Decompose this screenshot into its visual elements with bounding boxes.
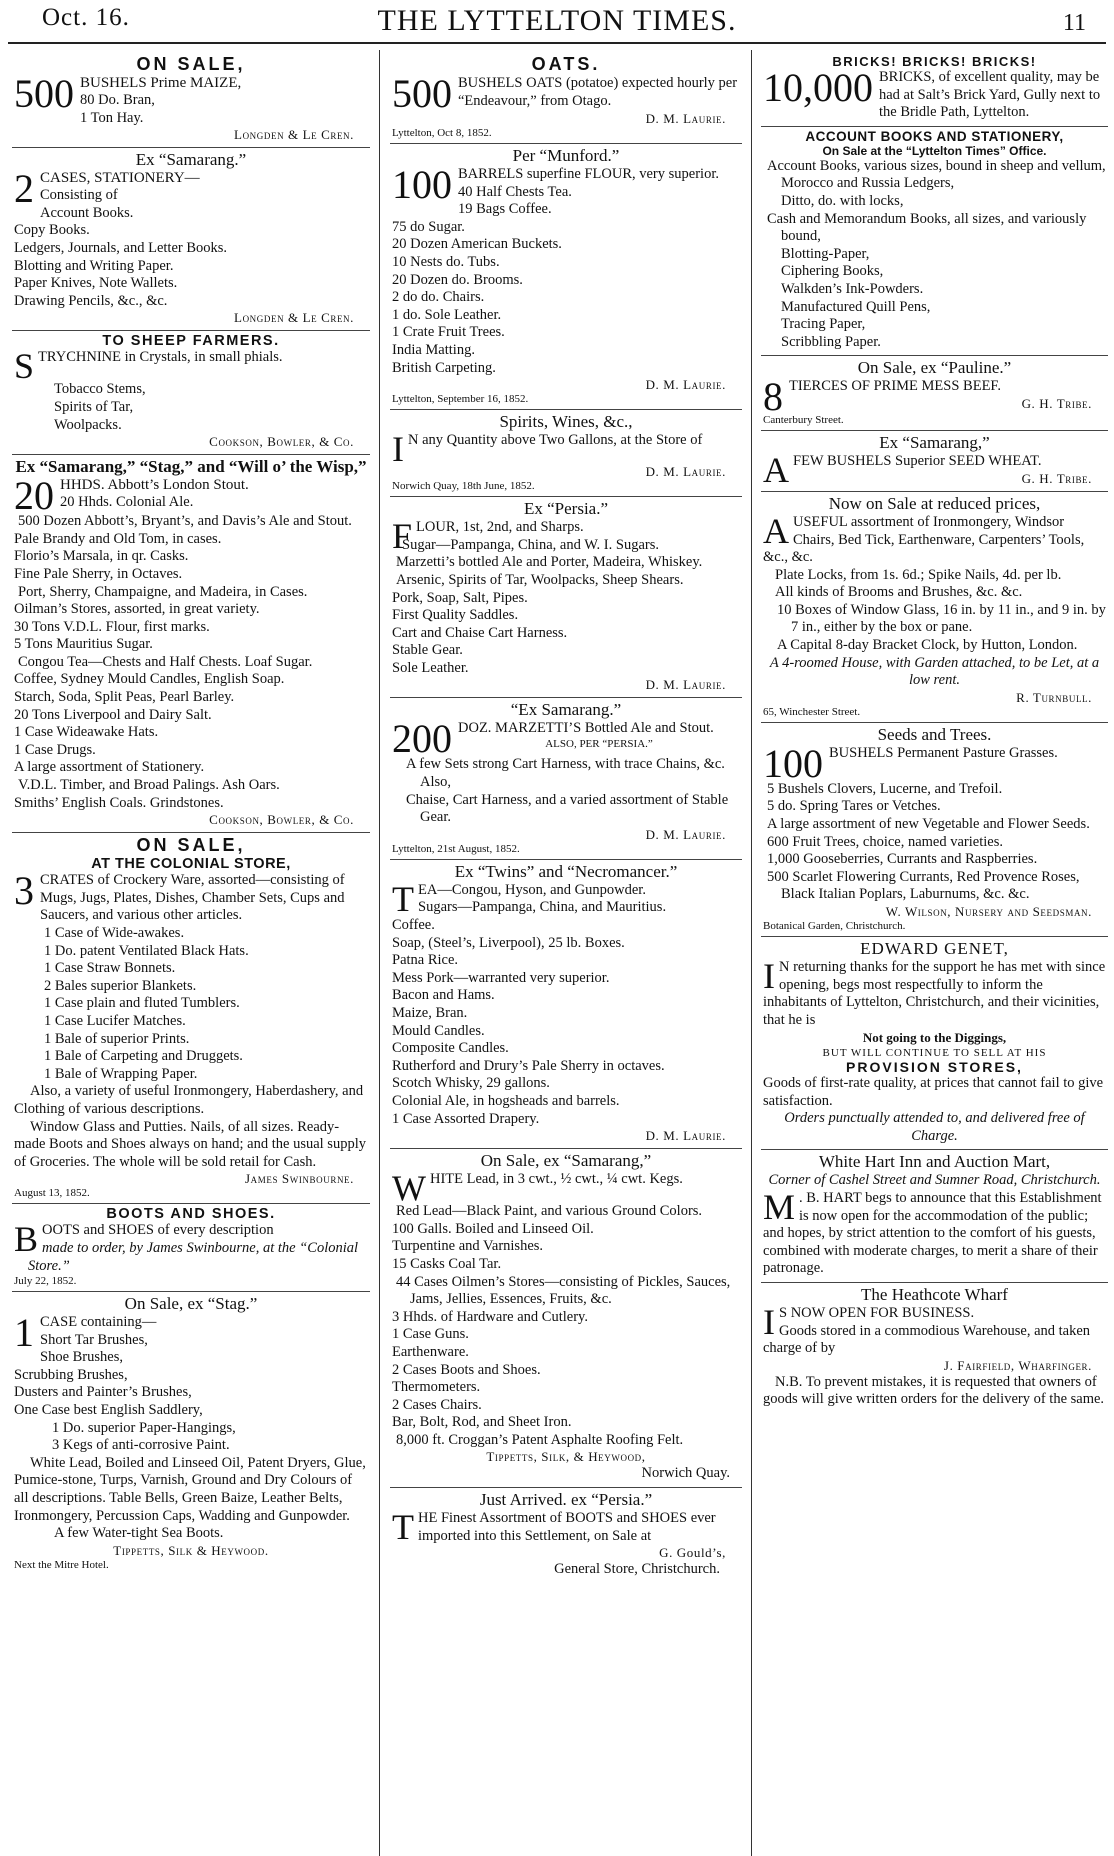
- ad-line: A few Sets strong Cart Harness, with trace Chains, &c. Also,: [406, 756, 725, 791]
- ad-line: 1 Case Assorted Drapery.: [392, 1110, 540, 1127]
- ad-line: 1 Do. superior Paper-Hangings,: [52, 1419, 236, 1436]
- ad-marzetti: [390, 698, 742, 859]
- ad-line: Congou Tea—Chests and Half Chests. Loaf Sugar.: [18, 653, 313, 670]
- ad-first-line: CRATES of Crockery Ware, assorted—consisting of Mugs, Jugs, Plates, Dishes, Chamber Sets, Cups and Saucers, and various other articles.: [40, 872, 345, 924]
- ad-line: 500 Dozen Abbott’s, Bryant’s, and Davis’s Ale and Stout.: [18, 513, 352, 530]
- ad-line: India Matting.: [392, 341, 475, 358]
- column-1: [12, 52, 370, 1856]
- ad-line: 1 Case Straw Bonnets.: [44, 960, 176, 977]
- ad-line: Paper Knives, Note Wallets.: [14, 275, 178, 292]
- ad-line: 1 Case plain and fluted Tumblers.: [44, 995, 240, 1012]
- ad-line: Florio’s Marsala, in qr. Casks.: [14, 548, 189, 565]
- drop-cap: W: [392, 1168, 426, 1209]
- ad-line: Shoe Brushes,: [40, 1349, 123, 1366]
- ad-seeds-trees: [761, 723, 1108, 937]
- ad-first-line: BARRELS superfine FLOUR, very superior.: [458, 166, 719, 182]
- ad-maize: [12, 52, 370, 148]
- ad-line: Plate Locks, from 1s. 6d.; Spike Nails, 4d. per lb.: [775, 566, 1062, 583]
- ad-line: 2 Cases Chairs.: [392, 1396, 482, 1413]
- ad-line: Soap, (Steel’s, Liverpool), 25 lb. Boxes.: [392, 934, 625, 951]
- ad-also: ALSO, PER “PERSIA.”: [545, 738, 653, 751]
- ad-first-line: BUSHELS OATS (potatoe) expected hourly per “Endeavour,” from Otago.: [458, 75, 738, 109]
- ad-line: 10 Nests do. Tubs.: [392, 253, 500, 270]
- ad-line: A few Water-tight Sea Boots.: [54, 1525, 224, 1542]
- ad-line: Mould Candles.: [392, 1022, 485, 1039]
- ad-boots-shoes: [12, 1204, 370, 1292]
- ad-line: 15 Casks Coal Tar.: [392, 1255, 502, 1272]
- ad-line: BUT WILL CONTINUE TO SELL AT HIS: [822, 1046, 1047, 1059]
- ad-heading: Ex “Persia.”: [523, 499, 609, 519]
- drop-cap: T: [392, 878, 414, 919]
- ad-line: Consisting of: [40, 187, 118, 204]
- ad-heading: Ex “Samarang,” “Stag,” and “Will o’ the Wisp,”: [15, 457, 367, 477]
- ad-subheading: On Sale at the “Lyttelton Times” Office.: [822, 143, 1047, 158]
- ad-number: 2: [14, 166, 34, 212]
- ad-line: A large assortment of Stationery.: [14, 759, 205, 776]
- ad-line: 20 Tons Liverpool and Dairy Salt.: [14, 706, 212, 723]
- column-2: [390, 52, 742, 1856]
- ad-number: 10,000: [763, 65, 873, 110]
- ad-line: 1 Case Lucifer Matches.: [44, 1012, 186, 1029]
- ad-line: 100 Galls. Boiled and Linseed Oil.: [392, 1220, 594, 1237]
- ad-heading: Ex “Twins” and “Necromancer.”: [454, 861, 678, 881]
- ad-seed-wheat: [761, 431, 1108, 492]
- ad-line: Not going to the Diggings,: [862, 1030, 1007, 1046]
- drop-cap: S: [14, 346, 35, 387]
- ad-line: 1 Case of Wide-awakes.: [44, 925, 185, 941]
- ad-heading: Per “Munford.”: [512, 146, 620, 165]
- ad-line: 500 Scarlet Flowering Currants, Red Provence Roses, Black Italian Poplars, Laburnums, &c. &c.: [767, 868, 1080, 903]
- ad-line: Short Tar Brushes,: [40, 1331, 148, 1348]
- ad-heathcote-wharf: [761, 1283, 1108, 1413]
- ad-subheading: Corner of Cashel Street and Sumner Road, Christchurch.: [768, 1172, 1101, 1189]
- ad-line: 1 Ton Hay.: [80, 109, 144, 126]
- ad-date: Norwich Quay, 18th June, 1852.: [392, 480, 535, 493]
- ad-line: 10 Boxes of Window Glass, 16 in. by 11 in., and 9 in. by 7 in., either by the box or pane.: [777, 601, 1106, 636]
- ad-spirits-wines: [390, 410, 742, 497]
- column-rule: [751, 50, 752, 1856]
- ad-line: Scribbling Paper.: [781, 333, 881, 350]
- ad-number: 1: [14, 1310, 34, 1356]
- ad-line: BUSHELS Prime MAIZE,: [80, 75, 242, 91]
- ad-signature: Cookson, Bowler, & Co.: [209, 812, 354, 828]
- ad-munford: [390, 144, 742, 410]
- ad-heading: BOOTS AND SHOES.: [106, 1206, 276, 1223]
- ad-line: A large assortment of new Vegetable and Flower Seeds.: [767, 816, 1090, 833]
- ad-line: Bacon and Hams.: [392, 987, 495, 1004]
- ad-heading: BRICKS! BRICKS! BRICKS!: [832, 54, 1037, 69]
- ad-line: 40 Half Chests Tea.: [458, 183, 572, 200]
- ad-line: A Capital 8-day Bracket Clock, by Hutton, London.: [777, 637, 1078, 654]
- ad-line: 3 Kegs of anti-corrosive Paint.: [52, 1437, 230, 1454]
- ad-line: Bar, Bolt, Rod, and Sheet Iron.: [392, 1414, 572, 1431]
- ad-line: Rutherford and Drury’s Pale Sherry in octaves.: [392, 1057, 665, 1074]
- ad-signature: Tippetts, Silk, & Heywood,: [486, 1449, 646, 1465]
- ad-line: 20 Hhds. Colonial Ale.: [60, 494, 194, 511]
- ad-line: 5 Bushels Clovers, Lucerne, and Trefoil.: [767, 780, 1003, 797]
- ad-line: 5 Tons Mauritius Sugar.: [14, 636, 153, 653]
- ad-line: Composite Candles.: [392, 1040, 509, 1057]
- ad-signature: D. M. Laurie.: [645, 826, 726, 842]
- ad-number: 100: [763, 740, 823, 786]
- ad-line: Drawing Pencils, &c., &c.: [14, 292, 168, 309]
- drop-cap: B: [14, 1219, 39, 1260]
- ad-line: Ciphering Books,: [781, 263, 884, 280]
- column-rule: [379, 50, 380, 1856]
- ad-line: 1 Case Guns.: [392, 1326, 469, 1343]
- ad-line: 30 Tons V.D.L. Flour, first marks.: [14, 618, 210, 635]
- ad-first-line: TRYCHNINE in Crystals, in small phials.: [38, 349, 283, 366]
- ad-heading: On Sale, ex “Samarang,”: [480, 1151, 652, 1171]
- ad-line: Port, Sherry, Champaigne, and Madeira, in Cases.: [18, 583, 308, 600]
- ad-signature: W. Wilson, Nursery and Seedsman.: [885, 904, 1092, 919]
- ad-first-line: HE Finest Assortment of BOOTS and SHOES ever imported into this Settlement, on Sale at: [418, 1510, 716, 1544]
- ad-date: Lyttelton, 21st August, 1852.: [392, 842, 520, 855]
- ad-line: Fine Pale Sherry, in Octaves.: [14, 565, 183, 582]
- drop-cap: F: [392, 516, 413, 557]
- ad-signature: D. M. Laurie.: [645, 464, 726, 480]
- ad-line: 2 Cases Boots and Shoes.: [392, 1361, 541, 1378]
- ad-signature: D. M. Laurie.: [645, 1128, 726, 1144]
- ad-heading: Seeds and Trees.: [877, 724, 992, 744]
- ad-account-books: [761, 127, 1108, 357]
- ad-line: 1 do. Sole Leather.: [392, 306, 502, 323]
- ad-line: Goods stored in a commodious Warehouse, and taken charge of by: [763, 1322, 1091, 1357]
- ad-line: Blotting and Writing Paper.: [14, 257, 174, 274]
- ad-heading: Spirits, Wines, &c.,: [499, 412, 633, 432]
- ad-heading: ON SALE,: [136, 835, 246, 856]
- ad-line: 1 Case Wideawake Hats.: [14, 724, 159, 741]
- ad-number: 500: [14, 71, 74, 116]
- ad-line: Sugar—Pampanga, China, and W. I. Sugars.: [402, 536, 659, 553]
- ad-heading: On Sale, ex “Pauline.”: [857, 358, 1012, 378]
- ad-line: Sugars—Pampanga, China, and Mauritius.: [418, 899, 667, 916]
- ad-subheading: AT THE COLONIAL STORE,: [91, 856, 291, 873]
- ad-stout: [12, 455, 370, 833]
- ad-line: Ledgers, Journals, and Letter Books.: [14, 239, 228, 256]
- ad-signature-address: Norwich Quay.: [641, 1465, 730, 1482]
- ad-paragraph: Also, a variety of useful Ironmongery, Haberdashery, and Clothing of various descriptions.: [14, 1083, 364, 1117]
- ad-date: Next the Mitre Hotel.: [14, 1558, 109, 1571]
- ad-first-line: FEW BUSHELS Superior SEED WHEAT.: [793, 453, 1042, 470]
- ad-line: Tracing Paper,: [781, 316, 866, 333]
- ad-line: First Quality Saddles.: [392, 607, 519, 624]
- ad-white-hart-inn: [761, 1150, 1108, 1283]
- ad-line: Sole Leather.: [392, 659, 469, 676]
- ad-number: 8: [763, 374, 783, 420]
- ad-first-line: S NOW OPEN FOR BUSINESS.: [779, 1304, 975, 1321]
- ad-line: Account Books.: [40, 204, 134, 221]
- ad-line: 1,000 Gooseberries, Currants and Raspberries.: [767, 851, 1038, 868]
- ad-date: July 22, 1852.: [14, 1275, 77, 1288]
- ad-line: 2 Bales superior Blankets.: [44, 977, 197, 994]
- ad-date: Botanical Garden, Christchurch.: [763, 920, 906, 932]
- issue-date: Oct. 16.: [42, 4, 130, 31]
- ad-first-line: OOTS and SHOES of every description: [42, 1222, 274, 1239]
- ad-line: Ditto, do. with locks,: [781, 192, 904, 209]
- ad-line: Starch, Soda, Split Peas, Pearl Barley.: [14, 689, 235, 706]
- ad-line: 1 Case Drugs.: [14, 741, 96, 758]
- ad-line: Coffee, Sydney Mould Candles, English Soap.: [14, 671, 285, 688]
- ad-signature: G. H. Tribe.: [1021, 395, 1092, 411]
- ad-signature: G. Gould’s,: [659, 1545, 726, 1561]
- ad-line: Woolpacks.: [54, 416, 122, 433]
- ad-line: 2 do do. Chairs.: [392, 289, 485, 306]
- ad-line: Earthenware.: [392, 1343, 469, 1360]
- ad-line: Colonial Ale, in hogsheads and barrels.: [392, 1092, 620, 1109]
- ad-line: Cash and Memorandum Books, all sizes, and variously bound,: [767, 210, 1087, 245]
- ad-line: Blotting-Paper,: [781, 245, 870, 262]
- ad-line: 20 Dozen American Buckets.: [392, 236, 562, 253]
- ad-line: Pale Brandy and Old Tom, in cases.: [14, 530, 222, 547]
- ad-line: One Case best English Saddlery,: [14, 1402, 203, 1419]
- page-number: 11: [1062, 10, 1086, 36]
- ad-first-line: TIERCES OF PRIME MESS BEEF.: [789, 378, 1001, 395]
- drop-cap: I: [392, 429, 404, 470]
- ad-line: Scrubbing Brushes,: [14, 1366, 128, 1383]
- drop-cap: M: [763, 1186, 796, 1227]
- ad-first-line: EA—Congou, Hyson, and Gunpowder.: [418, 881, 646, 898]
- ad-line: 80 Do. Bran,: [80, 92, 155, 108]
- ad-line: Oilman’s Stores, assorted, in great variety.: [14, 601, 260, 618]
- drop-cap: A: [763, 510, 789, 551]
- ad-signature: Longden & Le Cren.: [234, 310, 354, 326]
- ad-number: 500: [392, 71, 452, 116]
- ad-paragraph: Window Glass and Putties. Nails, of all sizes. Ready-made Boots and Shoes always on hand; and the usual supply of Groceries. The whole will be sold retail for Cash.: [14, 1118, 366, 1170]
- newspaper-title: THE LYTTELTON TIMES.: [377, 4, 737, 37]
- ad-sheep-farmers: [12, 331, 370, 455]
- ad-oats: [390, 52, 742, 144]
- ad-date: Canterbury Street.: [763, 414, 844, 427]
- ad-signature: Longden & Le Cren.: [234, 127, 354, 143]
- ad-heading: On Sale, ex “Stag.”: [124, 1294, 258, 1314]
- drop-cap: T: [392, 1507, 414, 1548]
- ad-heading: Ex “Samarang.”: [135, 150, 247, 170]
- ad-number: 20: [14, 473, 54, 519]
- ad-heading: “Ex Samarang.”: [510, 700, 622, 720]
- ad-line: Copy Books.: [14, 222, 90, 239]
- ad-stationery: [12, 148, 370, 331]
- ad-line: Chaise, Cart Harness, and a varied assortment of Stable Gear.: [406, 791, 729, 826]
- ad-date: August 13, 1852.: [14, 1187, 90, 1200]
- drop-cap: A: [763, 450, 789, 491]
- ad-line: Tobacco Stems,: [54, 381, 146, 398]
- ad-date: 65, Winchester Street.: [763, 705, 861, 718]
- ad-signature: D. M. Laurie.: [645, 111, 726, 126]
- ad-reduced-prices: [761, 492, 1108, 723]
- ad-heading: ON SALE,: [136, 54, 246, 74]
- ad-signature: Tippetts, Silk & Heywood.: [113, 1542, 269, 1558]
- ad-line: Smiths’ English Coals. Grindstones.: [14, 794, 224, 811]
- ad-line: 20 Dozen do. Brooms.: [392, 271, 523, 288]
- ad-line: British Carpeting.: [392, 359, 496, 376]
- ad-line: Maize, Bran.: [392, 1005, 468, 1021]
- ad-line: 19 Bags Coffee.: [458, 201, 552, 218]
- ad-first-line: LOUR, 1st, 2nd, and Sharps.: [416, 519, 584, 536]
- ad-number: 200: [392, 716, 452, 762]
- ad-line: Mess Pork—warranted very superior.: [392, 969, 610, 986]
- ad-ex-persia: [390, 497, 742, 698]
- ad-paragraph: Goods of first-rate quality, at prices that cannot fail to give satisfaction.: [763, 1074, 1104, 1109]
- ad-line: Dusters and Painter’s Brushes,: [14, 1384, 192, 1401]
- ad-first-line: CASES, STATIONERY—: [40, 170, 200, 187]
- ad-twins-necromancer: [390, 860, 742, 1149]
- ad-line: 44 Cases Oilmen’s Stores—consisting of Pickles, Sauces, Jams, Jellies, Essences, Fruits, &c.: [396, 1273, 731, 1308]
- ad-line: Pork, Soap, Salt, Pipes.: [392, 589, 528, 606]
- ad-number: 100: [392, 162, 452, 207]
- ad-signature: D. M. Laurie.: [645, 377, 726, 393]
- ad-line: Morocco and Russia Ledgers,: [781, 175, 955, 192]
- ad-line: All kinds of Brooms and Brushes, &c. &c.: [775, 584, 1023, 601]
- ad-bricks: [761, 52, 1108, 127]
- ad-line: Walkden’s Ink-Powders.: [781, 280, 924, 297]
- ad-first-line: HHDS. Abbott’s London Stout.: [60, 477, 249, 494]
- ad-heading: OATS.: [531, 54, 601, 74]
- column-3: [761, 52, 1108, 1856]
- ad-first-line: BRICKS, of excellent quality, may be had at Salt’s Brick Yard, Gully next to the Bridle Path, Lyttelton.: [879, 69, 1101, 121]
- ad-heading: TO SHEEP FARMERS.: [102, 333, 280, 350]
- ad-first-line: N any Quantity above Two Gallons, at the Store of: [408, 432, 703, 449]
- ad-line: Scotch Whisky, 29 gallons.: [392, 1075, 550, 1092]
- ad-line: Account Books, various sizes, bound in sheep and vellum,: [767, 157, 1106, 174]
- ad-number: 3: [14, 868, 34, 914]
- ad-edward-genet: [761, 937, 1108, 1150]
- ad-signature: James Swinbourne.: [245, 1171, 354, 1187]
- ad-line: made to order, by James Swinbourne, at the “Colonial Store.”: [28, 1239, 359, 1274]
- ad-line: Red Lead—Black Paint, and various Ground Colors.: [396, 1203, 703, 1220]
- ad-line: V.D.L. Timber, and Broad Palings. Ash Oars.: [18, 777, 280, 794]
- ad-heading: ACCOUNT BOOKS AND STATIONERY,: [805, 128, 1064, 144]
- ad-heading: The Heathcote Wharf: [861, 1284, 1008, 1304]
- ad-signature-address: General Store, Christchurch.: [554, 1561, 720, 1578]
- ad-first-line: BUSHELS Permanent Pasture Grasses.: [829, 744, 1058, 761]
- ad-signature: Cookson, Bowler, & Co.: [209, 434, 354, 450]
- ad-ex-stag: [12, 1292, 370, 1575]
- ad-line: 1 Do. patent Ventilated Black Hats.: [44, 942, 249, 959]
- ad-line: Coffee.: [392, 917, 435, 934]
- ad-signature: R. Turnbull.: [1016, 689, 1092, 705]
- ad-line: 1 Bale of Wrapping Paper.: [44, 1065, 198, 1082]
- ad-line: Arsenic, Spirits of Tar, Woolpacks, Sheep Shears.: [396, 571, 684, 588]
- ad-line: 600 Fruit Trees, choice, named varieties.: [767, 833, 1003, 850]
- drop-cap: I: [763, 1301, 775, 1342]
- ad-heading: Ex “Samarang,”: [879, 433, 990, 453]
- ad-pauline: [761, 356, 1108, 431]
- drop-cap: I: [763, 956, 775, 996]
- ad-date: Lyttelton, Oct 8, 1852.: [392, 127, 492, 139]
- ad-white-lead: [390, 1149, 742, 1488]
- ad-house-notice: A 4-roomed House, with Garden attached, to be Let, at a low rent.: [769, 654, 1100, 689]
- ad-line: 1 Bale of Carpeting and Druggets.: [44, 1048, 243, 1065]
- ad-line: Manufactured Quill Pens,: [781, 298, 931, 315]
- ad-line: 75 do Sugar.: [392, 218, 465, 235]
- ad-line: Marzetti’s bottled Ale and Porter, Madeira, Whiskey.: [396, 554, 703, 571]
- ad-line: Cart and Chaise Cart Harness.: [392, 624, 568, 641]
- ad-date: Lyttelton, September 16, 1852.: [392, 393, 529, 406]
- ad-line: 1 Bale of superior Prints.: [44, 1030, 190, 1047]
- ad-line: Stable Gear.: [392, 642, 463, 659]
- ad-first-line: DOZ. MARZETTI’S Bottled Ale and Stout.: [458, 720, 714, 737]
- ad-first-line: USEFUL assortment of Ironmongery, Windsor Chairs, Bed Tick, Earthenware, Carpenters’ Tools, &c., &c.: [763, 513, 1085, 566]
- ad-line: 1 Crate Fruit Trees.: [392, 324, 505, 341]
- ad-first-line: . B. HART begs to announce that this Establishment is now open for the accommodation of the public; and hopes, by strict attention to the comfort of his guests, combined with moderate charges, to merit a share of their patronage.: [763, 1189, 1102, 1277]
- ad-first-line: CASE containing—: [40, 1314, 157, 1331]
- ad-line: 8,000 ft. Croggan’s Patent Asphalte Roofing Felt.: [396, 1431, 684, 1448]
- ad-first-line: N returning thanks for the support he has met with since opening, begs most respectfully to inform the inhabitants of Lyttelton, Christchurch, and their vicinities, that he is: [763, 959, 1106, 1028]
- ad-paragraph: White Lead, Boiled and Linseed Oil, Patent Dryers, Glue, Pumice-stone, Turps, Varnish, Ground and Dry Colours of all descriptions. Table Bells, Green Baize, Leather Belts, Ironmongery, Percussion Caps, Wadding and Gunpowder.: [14, 1454, 366, 1524]
- ad-note: N.B. To prevent mistakes, it is requested that owners of goods will give written orders for the delivery of the same.: [763, 1373, 1105, 1408]
- ad-first-line: HITE Lead, in 3 cwt., ½ cwt., ¼ cwt. Kegs.: [429, 1171, 683, 1188]
- ad-signature: J. Fairfield, Wharfinger.: [943, 1357, 1092, 1373]
- ad-line: Thermometers.: [392, 1379, 481, 1396]
- ad-signature: D. M. Laurie.: [645, 677, 726, 693]
- ad-line: 5 do. Spring Tares or Vetches.: [767, 798, 941, 815]
- ad-heading: EDWARD GENET,: [860, 939, 1009, 958]
- ad-colonial-store: [12, 833, 370, 1204]
- masthead: [8, 0, 1106, 44]
- ad-line: 3 Hhds. of Hardware and Cutlery.: [392, 1308, 588, 1325]
- ad-line: Patna Rice.: [392, 952, 459, 969]
- ad-note: Orders punctually attended to, and delivered free of Charge.: [784, 1110, 1085, 1144]
- ad-heading: Just Arrived. ex “Persia.”: [479, 1490, 653, 1510]
- ad-line: Turpentine and Varnishes.: [392, 1238, 544, 1255]
- ad-line: Spirits of Tar,: [54, 398, 134, 415]
- ad-heading: Now on Sale at reduced prices,: [828, 493, 1041, 513]
- ad-gould-boots: [390, 1488, 742, 1583]
- ad-line: PROVISION STORES,: [846, 1058, 1023, 1075]
- ad-signature: G. H. Tribe.: [1021, 470, 1092, 486]
- ad-heading: White Hart Inn and Auction Mart,: [818, 1152, 1051, 1172]
